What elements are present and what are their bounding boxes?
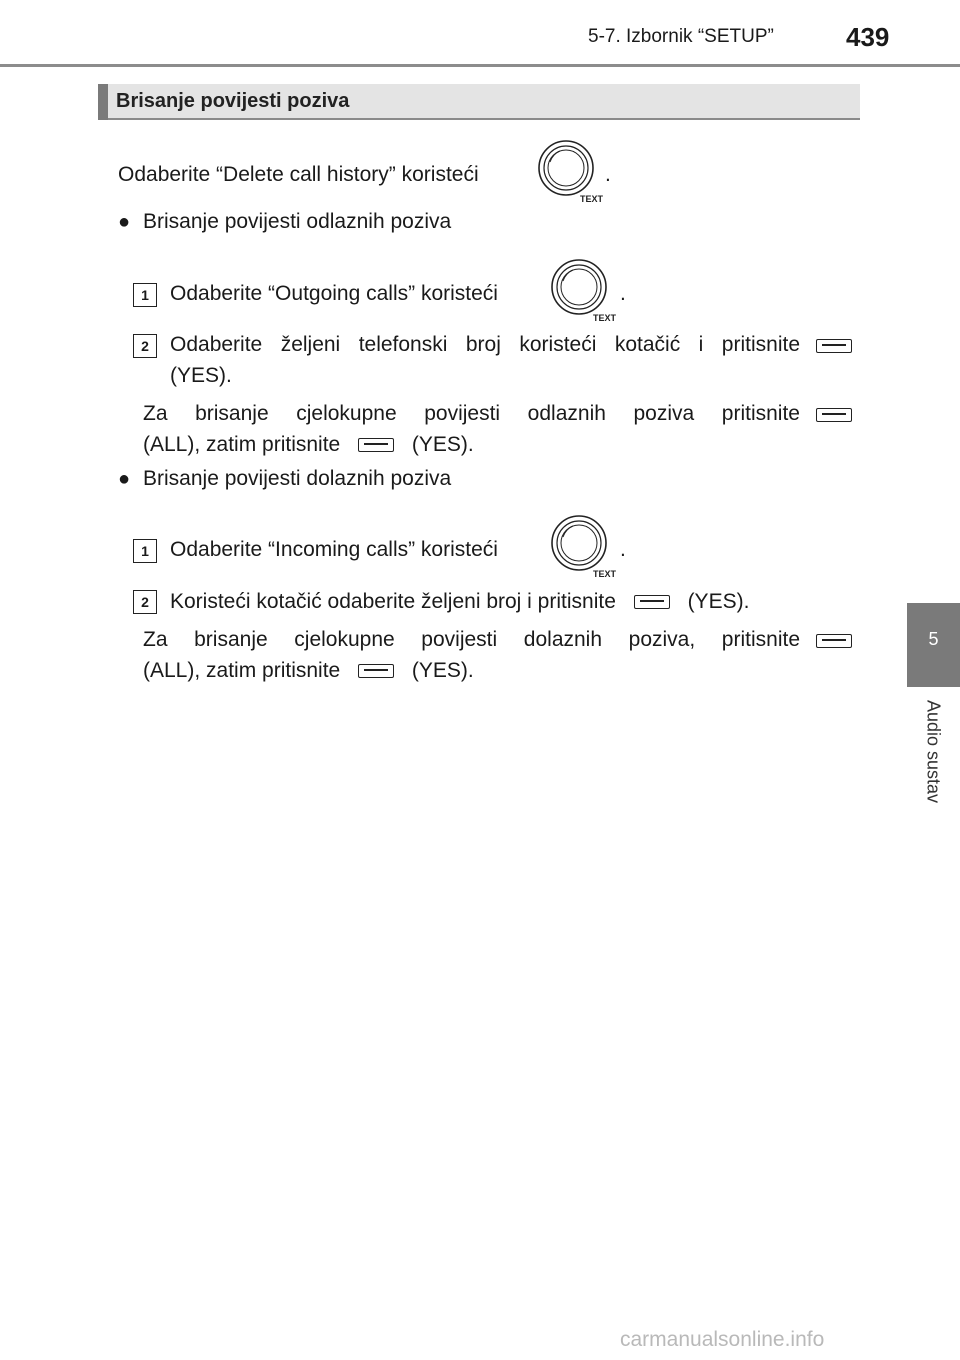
header-divider <box>0 64 960 67</box>
outgoing-note-line1: Za brisanje cjelokupne povijesti odlaznih poziva pritisnite <box>143 402 800 425</box>
softkey-button-icon <box>816 634 852 648</box>
tune-knob-icon <box>549 513 621 583</box>
step-number: 1 <box>133 539 157 563</box>
incoming-title: Brisanje povijesti dolaznih poziva <box>143 467 452 490</box>
incoming-step1-text: Odaberite “Incoming calls” koristeći <box>170 538 498 561</box>
page-number: 439 <box>846 22 890 52</box>
outgoing-step1-text: Odaberite “Outgoing calls” koristeći <box>170 282 498 305</box>
section-heading-bar <box>98 84 860 120</box>
incoming-step1-end: . <box>620 538 626 561</box>
knob-label: TEXT <box>593 313 617 323</box>
softkey-button-icon <box>816 339 852 353</box>
softkey-button-icon <box>634 595 670 609</box>
tune-knob-icon <box>536 138 608 208</box>
softkey-button-icon <box>358 664 394 678</box>
incoming-note-line1: Za brisanje cjelokupne povijesti dolaznih poziva, pritisnite <box>143 628 800 651</box>
step-number: 1 <box>133 283 157 307</box>
header-section-title: 5-7. Izbornik “SETUP” <box>588 26 774 47</box>
step-number: 2 <box>133 334 157 358</box>
incoming-step2-text <box>170 587 749 617</box>
incoming-step2-text-a: Koristeći kotačić odaberite željeni broj i pritisnite <box>170 590 616 613</box>
intro-end: . <box>605 163 611 186</box>
incoming-note-line2 <box>143 656 474 686</box>
outgoing-step1-end: . <box>620 282 626 305</box>
watermark: carmanualsonline.info <box>620 1328 825 1351</box>
incoming-note-line2b: (YES). <box>411 659 474 682</box>
outgoing-step2-line1: Odaberite željeni telefonski broj koristeći kotačić i pritisnite <box>170 333 800 356</box>
knob-label: TEXT <box>580 194 604 204</box>
softkey-button-icon <box>358 438 394 452</box>
bullet-icon: ● <box>118 211 131 233</box>
step-number: 2 <box>133 590 157 614</box>
chapter-tab[interactable] <box>907 603 960 687</box>
section-heading: Brisanje povijesti poziva <box>116 90 350 112</box>
incoming-note-line2a: (ALL), zatim pritisnite <box>143 659 341 682</box>
outgoing-title: Brisanje povijesti odlaznih poziva <box>143 210 452 233</box>
knob-label: TEXT <box>593 569 617 579</box>
bullet-icon: ● <box>118 468 131 490</box>
softkey-button-icon <box>816 408 852 422</box>
outgoing-note-line2a: (ALL), zatim pritisnite <box>143 433 341 456</box>
incoming-step2-text-b: (YES). <box>687 590 750 613</box>
tune-knob-icon <box>549 257 621 327</box>
outgoing-step2-line2: (YES). <box>170 364 232 387</box>
outgoing-note-line2 <box>143 430 474 460</box>
outgoing-note-line2b: (YES). <box>411 433 474 456</box>
intro-text: Odaberite “Delete call history” koristeći <box>118 163 479 186</box>
chapter-tab-label: Audio sustav <box>923 700 944 804</box>
chapter-tab-number: 5 <box>928 629 939 649</box>
